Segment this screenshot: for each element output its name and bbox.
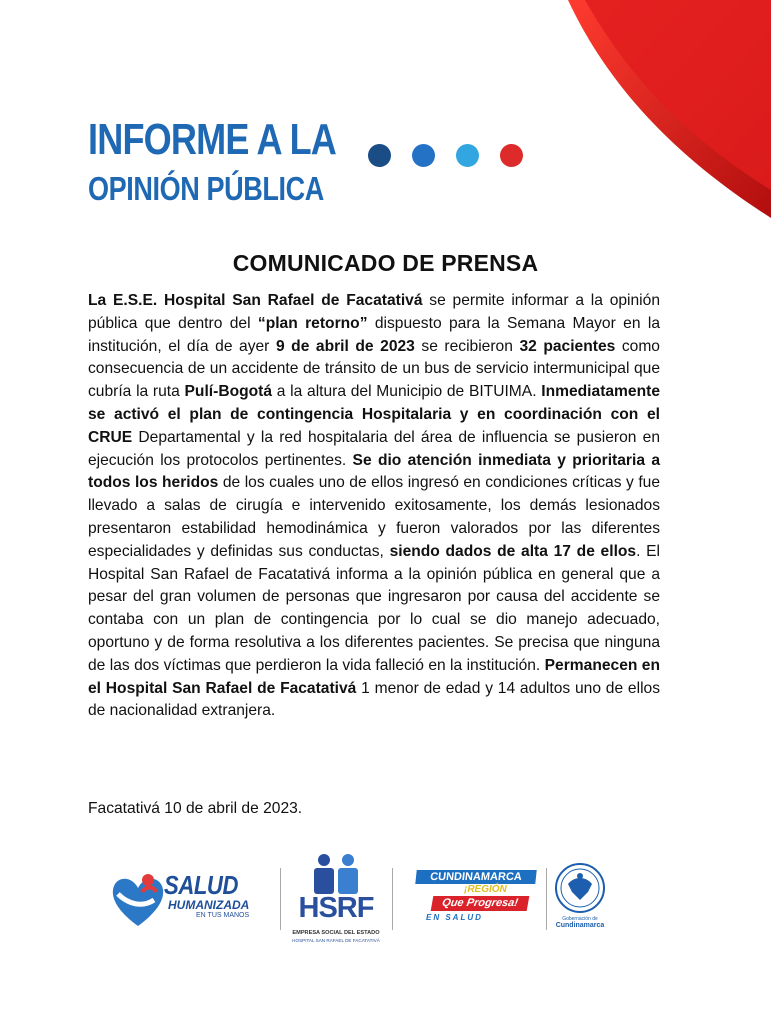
salud-tagline: EN TUS MANOS xyxy=(196,912,250,919)
cundinamarca-logo xyxy=(412,864,540,928)
body-text-run: a la altura del Municipio de BITUIMA. xyxy=(272,383,542,401)
decorative-dots xyxy=(368,144,523,167)
body-bold-run: 9 de abril de 2023 xyxy=(275,337,415,355)
date-line: Facatativá 10 de abril de 2023. xyxy=(88,800,303,817)
body-bold-run: siendo dados de alta 17 de ellos xyxy=(389,542,637,560)
body-bold-run: 32 pacientes xyxy=(519,337,616,355)
salud-humanizada-word: HUMANIZADA xyxy=(168,898,250,912)
body-text-run: dispuesto para la Semana Mayor en la institución, el día de ayer xyxy=(88,314,660,355)
dot-light-blue xyxy=(456,144,479,167)
dot-red xyxy=(500,144,523,167)
logo-separator xyxy=(392,868,393,930)
footer-logos xyxy=(108,852,608,952)
hsrf-hospital-name: HOSPITAL SAN RAFAEL DE FACATATIVÁ xyxy=(292,938,380,943)
coat-of-arms-icon xyxy=(554,862,606,914)
hsrf-logo xyxy=(294,852,378,948)
body-bold-run: Pulí-Bogotá xyxy=(184,383,273,401)
body-bold-run: Se dio atención inmediata y prioritaria a todos los heridos xyxy=(88,451,660,492)
body-text-run: de los cuales uno de ellos ingresó en condiciones críticas y fue llevado a salas de cirugía e intervenido exitosamente, los demás lesionados presentaron estabilidad hemodinámica y fueron valorados por las diferentes especialidades y definidas sus conductas, xyxy=(88,474,660,560)
press-release-heading: COMUNICADO DE PRENSA xyxy=(232,250,539,276)
heart-hands-icon xyxy=(108,864,168,934)
salud-humanizada-logo xyxy=(108,864,268,934)
logo-separator xyxy=(280,868,281,930)
body-bold-run: Inmediatamente se activó el plan de contingencia Hospitalaria y en coordinación con el CRUE xyxy=(88,383,660,446)
hsrf-subtitle: EMPRESA SOCIAL DEL ESTADO xyxy=(292,930,380,936)
title-line-2: OPINIÓN PÚBLICA xyxy=(88,170,324,207)
body-text-run: 1 menor de edad y 14 adultos uno de ellos de nacionalidad extranjera. xyxy=(88,679,660,720)
puzzle-people-icon xyxy=(294,852,378,896)
gobernacion-logo xyxy=(554,862,606,936)
body-bold-run: Permanecen en el Hospital San Rafael de Facatativá xyxy=(88,656,660,697)
dot-dark-blue xyxy=(368,144,391,167)
body-bold-run: “plan retorno” xyxy=(257,314,368,332)
title-line-1: INFORME A LA xyxy=(88,115,337,164)
body-text-run: como consecuencia de un accidente de tránsito de un bus de servicio intermunicipal que cubría la ruta xyxy=(88,337,660,401)
hsrf-word: HSRF xyxy=(298,892,374,924)
body-text-run: se permite informar a la opinión pública que dentro del xyxy=(88,292,660,332)
cundinamarca-progresa: Que Progresa! xyxy=(431,896,530,911)
body-text-run: Departamental y la red hospitalaria del área de influencia se pusieron en ejecución los protocolos pertinentes. xyxy=(88,428,660,469)
salud-word: SALUD xyxy=(164,870,239,900)
dot-blue xyxy=(412,144,435,167)
body-bold-run: La E.S.E. Hospital San Rafael de Facatativá xyxy=(88,292,423,309)
body-text-run: . El Hospital San Rafael de Facatativá informa a la opinión pública en general que a pesar del gran volumen de personas que ingresaron por causa del accidente se contaba con un plan de contingencia por lo cual se dio manejo adecuado, oportuno y de forma resolutiva a los diferentes pacientes. Se precisa que ninguna de las dos víctimas que perdieron la vida falleció en la institución. xyxy=(88,542,661,674)
cundinamarca-en-salud: EN SALUD xyxy=(426,913,483,922)
body-text-run: se recibieron xyxy=(414,337,520,355)
gobernacion-line-2: Cundinamarca xyxy=(555,922,605,929)
cundinamarca-word: CUNDINAMARCA xyxy=(415,870,536,884)
report-title xyxy=(88,115,391,207)
cundinamarca-region: ¡REGIÓN xyxy=(464,884,507,895)
gobernacion-line-1: Gobernación de xyxy=(562,916,598,922)
press-release-body xyxy=(88,290,660,723)
